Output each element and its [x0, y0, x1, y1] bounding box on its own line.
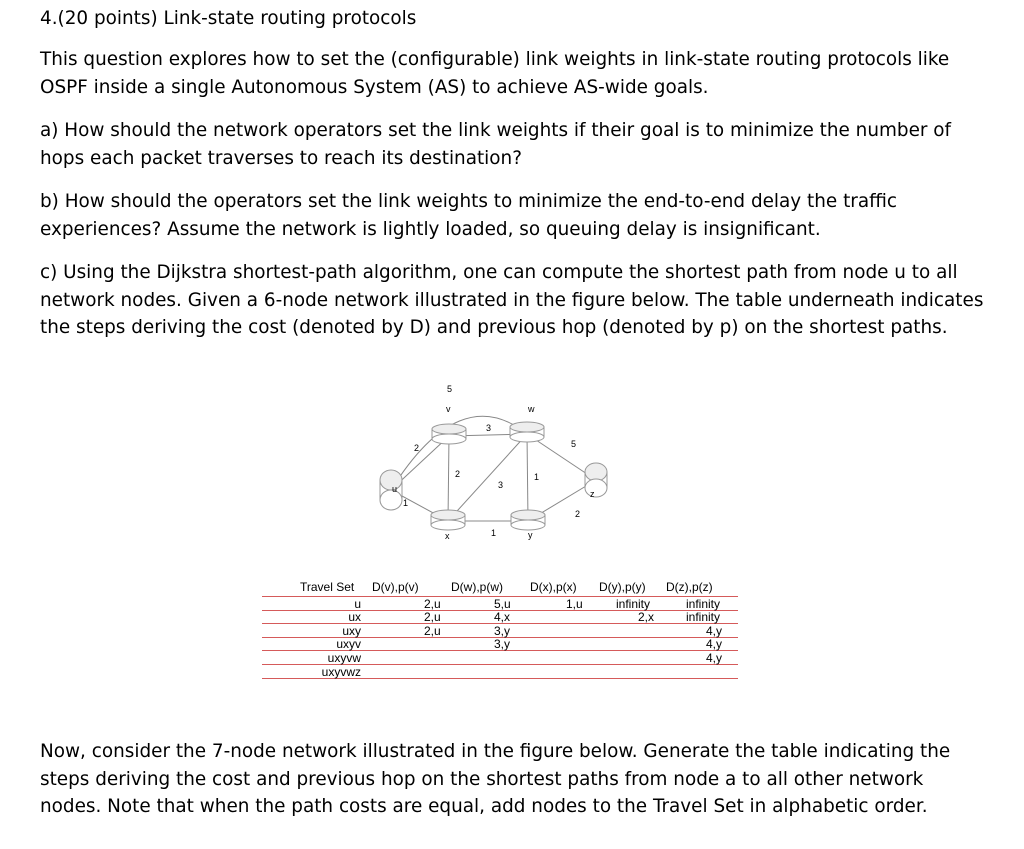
table-cell: 4,y — [706, 624, 723, 638]
closing-paragraph: Now, consider the 7-node network illustrated in the figure below. Generate the table indicating the steps deriving the cost and previous hop on the shortest paths from node a to all other network nodes. Note that when the path costs are equal, add nodes to the Travel Set in alphabetic order. — [40, 741, 951, 817]
intro-paragraph: This question explores how to set the (configurable) link weights in link-state routing protocols like OSPF inside a single Autonomous System (AS) to achieve AS-wide goals. — [40, 49, 950, 98]
router-icon-x — [431, 510, 465, 530]
weight-y-z: 2 — [575, 509, 581, 519]
table-cell: infinity — [686, 610, 721, 624]
edge-w-y — [527, 434, 528, 521]
table-cell: uxyv — [336, 637, 361, 651]
table-header: D(w),p(w) — [451, 580, 503, 594]
weight-x-y: 1 — [491, 528, 497, 538]
node-label-u: u — [392, 484, 398, 494]
weight-u-w: 5 — [447, 384, 453, 394]
table-header: D(v),p(v) — [372, 580, 419, 594]
weight-v-w: 3 — [486, 423, 492, 433]
weight-w-y: 1 — [534, 472, 540, 482]
node-label-v: v — [446, 404, 451, 414]
table-cell: 4,y — [706, 637, 723, 651]
question-title: 4.(20 points) Link-state routing protocols — [40, 8, 417, 29]
table-cell: ux — [348, 610, 361, 624]
router-icon-z — [585, 463, 607, 497]
node-label-x: x — [445, 531, 450, 541]
router-icon-u — [380, 470, 402, 510]
node-label-w: w — [528, 404, 535, 414]
table-cell: 4,y — [706, 651, 723, 665]
edge-v-x — [448, 436, 449, 521]
part-c-text: c) Using the Dijkstra shortest-path algorithm, one can compute the shortest path from node u to all network nodes. Given a 6-node network illustrated in the figure below. The table underneath indicates the steps deriving the cost (denoted by D) and previous hop (denoted by p) on the shortest paths. — [40, 262, 984, 338]
table-cell: 2,x — [638, 610, 655, 624]
weight-w-z: 5 — [571, 439, 577, 449]
table-cell: uxyvwz — [321, 665, 361, 679]
table-cell: uxyvw — [327, 651, 361, 665]
table-cell: 3,y — [494, 637, 511, 651]
table-header: D(x),p(x) — [530, 580, 577, 594]
table-cell: uxy — [342, 624, 361, 638]
node-label-y: y — [528, 530, 533, 540]
weight-u-v: 2 — [414, 443, 420, 453]
router-icon-w — [510, 422, 544, 442]
table-cell: u — [354, 597, 361, 611]
router-icon-v — [432, 424, 466, 444]
weight-u-x: 1 — [403, 498, 409, 508]
part-a-text: a) How should the network operators set the link weights if their goal is to minimize the number of hops each packet traverses to reach its destination? — [40, 120, 952, 169]
table-header: D(y),p(y) — [599, 580, 646, 594]
table-cell: 1,u — [566, 597, 583, 611]
table-cell: 2,u — [424, 624, 441, 638]
router-icon-y — [511, 510, 545, 530]
table-cell: 4,x — [494, 610, 511, 624]
part-b-text: b) How should the operators set the link weights to minimize the end-to-end delay the traffic experiences? Assume the network is lightly loaded, so queuing delay is insignificant. — [40, 191, 897, 240]
table-cell: 2,u — [424, 610, 441, 624]
weight-v-x: 2 — [455, 469, 461, 479]
weight-x-w: 3 — [498, 480, 504, 490]
table-cell: 2,u — [424, 597, 441, 611]
table-header: D(z),p(z) — [666, 580, 713, 594]
table-header: Travel Set — [300, 580, 355, 594]
table-cell: infinity — [616, 597, 651, 611]
table-cell: infinity — [686, 597, 721, 611]
node-label-z: z — [590, 489, 595, 499]
table-cell: 3,y — [494, 624, 511, 638]
table-cell: 5,u — [494, 597, 511, 611]
